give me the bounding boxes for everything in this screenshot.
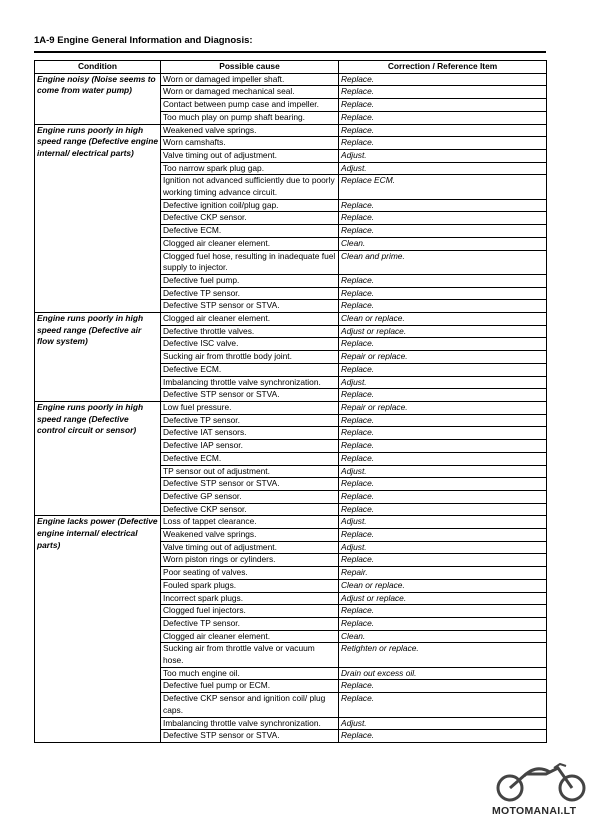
possible-cause-cell: Defective CKP sensor. bbox=[161, 503, 339, 516]
correction-cell: Replace. bbox=[339, 440, 547, 453]
condition-cell: Engine lacks power (Defective engine internal/ electrical parts) bbox=[35, 516, 161, 743]
correction-cell: Replace. bbox=[339, 730, 547, 743]
table-row bbox=[35, 124, 547, 137]
column-header-condition: Condition bbox=[35, 61, 161, 74]
correction-cell: Adjust or replace. bbox=[339, 592, 547, 605]
possible-cause-cell: Defective STP sensor or STVA. bbox=[161, 300, 339, 313]
correction-cell: Replace. bbox=[339, 478, 547, 491]
possible-cause-cell: Defective IAP sensor. bbox=[161, 440, 339, 453]
correction-cell: Adjust. bbox=[339, 376, 547, 389]
correction-cell: Replace. bbox=[339, 73, 547, 86]
table-row bbox=[35, 401, 547, 414]
correction-cell: Clean or replace. bbox=[339, 313, 547, 326]
table-row bbox=[35, 73, 547, 86]
possible-cause-cell: Worn camshafts. bbox=[161, 137, 339, 150]
possible-cause-cell: Defective GP sensor. bbox=[161, 490, 339, 503]
table-row bbox=[35, 516, 547, 529]
possible-cause-cell: Clogged air cleaner element. bbox=[161, 630, 339, 643]
possible-cause-cell: Valve timing out of adjustment. bbox=[161, 541, 339, 554]
possible-cause-cell: Poor seating of valves. bbox=[161, 567, 339, 580]
possible-cause-cell: Defective ISC valve. bbox=[161, 338, 339, 351]
condition-cell: Engine runs poorly in high speed range (Defective control circuit or sensor) bbox=[35, 401, 161, 515]
possible-cause-cell: Worn or damaged mechanical seal. bbox=[161, 86, 339, 99]
correction-cell: Replace. bbox=[339, 427, 547, 440]
page-header bbox=[34, 35, 546, 53]
correction-cell: Replace. bbox=[339, 124, 547, 137]
correction-cell: Adjust. bbox=[339, 149, 547, 162]
correction-cell: Replace. bbox=[339, 503, 547, 516]
correction-cell: Clean and prime. bbox=[339, 250, 547, 274]
possible-cause-cell: TP sensor out of adjustment. bbox=[161, 465, 339, 478]
correction-cell: Replace. bbox=[339, 693, 547, 717]
possible-cause-cell: Worn or damaged impeller shaft. bbox=[161, 73, 339, 86]
possible-cause-cell: Defective ignition coil/plug gap. bbox=[161, 199, 339, 212]
possible-cause-cell: Fouled spark plugs. bbox=[161, 579, 339, 592]
watermark-logo bbox=[488, 760, 594, 818]
correction-cell: Adjust or replace. bbox=[339, 325, 547, 338]
correction-cell: Adjust. bbox=[339, 541, 547, 554]
correction-cell: Retighten or replace. bbox=[339, 643, 547, 667]
correction-cell: Replace. bbox=[339, 300, 547, 313]
correction-cell: Replace. bbox=[339, 86, 547, 99]
motorcycle-icon bbox=[488, 760, 594, 804]
possible-cause-cell: Sucking air from throttle body joint. bbox=[161, 351, 339, 364]
correction-cell: Replace. bbox=[339, 554, 547, 567]
correction-cell: Replace ECM. bbox=[339, 175, 547, 199]
possible-cause-cell: Weakened valve springs. bbox=[161, 529, 339, 542]
possible-cause-cell: Defective ECM. bbox=[161, 225, 339, 238]
correction-cell: Drain out excess oil. bbox=[339, 667, 547, 680]
possible-cause-cell: Clogged fuel injectors. bbox=[161, 605, 339, 618]
table-row bbox=[35, 313, 547, 326]
correction-cell: Clean. bbox=[339, 630, 547, 643]
possible-cause-cell: Incorrect spark plugs. bbox=[161, 592, 339, 605]
correction-cell: Replace. bbox=[339, 287, 547, 300]
correction-cell: Repair. bbox=[339, 567, 547, 580]
possible-cause-cell: Defective TP sensor. bbox=[161, 414, 339, 427]
correction-cell: Replace. bbox=[339, 605, 547, 618]
correction-cell: Replace. bbox=[339, 225, 547, 238]
possible-cause-cell: Defective STP sensor or STVA. bbox=[161, 389, 339, 402]
correction-cell: Replace. bbox=[339, 617, 547, 630]
correction-cell: Replace. bbox=[339, 274, 547, 287]
correction-cell: Replace. bbox=[339, 212, 547, 225]
possible-cause-cell: Loss of tappet clearance. bbox=[161, 516, 339, 529]
correction-cell: Adjust. bbox=[339, 162, 547, 175]
correction-cell: Replace. bbox=[339, 452, 547, 465]
possible-cause-cell: Weakened valve springs. bbox=[161, 124, 339, 137]
possible-cause-cell: Clogged fuel hose, resulting in inadequate fuel supply to injector. bbox=[161, 250, 339, 274]
condition-cell: Engine runs poorly in high speed range (Defective engine internal/ electrical parts) bbox=[35, 124, 161, 313]
possible-cause-cell: Valve timing out of adjustment. bbox=[161, 149, 339, 162]
possible-cause-cell: Too narrow spark plug gap. bbox=[161, 162, 339, 175]
column-header-possible-cause: Possible cause bbox=[161, 61, 339, 74]
possible-cause-cell: Defective ECM. bbox=[161, 363, 339, 376]
possible-cause-cell: Sucking air from throttle valve or vacuum hose. bbox=[161, 643, 339, 667]
possible-cause-cell: Imbalancing throttle valve synchronization. bbox=[161, 376, 339, 389]
condition-cell: Engine runs poorly in high speed range (Defective air flow system) bbox=[35, 313, 161, 402]
possible-cause-cell: Low fuel pressure. bbox=[161, 401, 339, 414]
possible-cause-cell: Too much engine oil. bbox=[161, 667, 339, 680]
possible-cause-cell: Defective IAT sensors. bbox=[161, 427, 339, 440]
correction-cell: Replace. bbox=[339, 389, 547, 402]
correction-cell: Replace. bbox=[339, 199, 547, 212]
possible-cause-cell: Defective fuel pump. bbox=[161, 274, 339, 287]
possible-cause-cell: Defective TP sensor. bbox=[161, 617, 339, 630]
condition-cell: Engine noisy (Noise seems to come from water pump) bbox=[35, 73, 161, 124]
correction-cell: Replace. bbox=[339, 414, 547, 427]
correction-cell: Replace. bbox=[339, 529, 547, 542]
possible-cause-cell: Clogged air cleaner element. bbox=[161, 313, 339, 326]
possible-cause-cell: Defective STP sensor or STVA. bbox=[161, 478, 339, 491]
possible-cause-cell: Clogged air cleaner element. bbox=[161, 237, 339, 250]
correction-cell: Repair or replace. bbox=[339, 351, 547, 364]
correction-cell: Clean. bbox=[339, 237, 547, 250]
possible-cause-cell: Contact between pump case and impeller. bbox=[161, 99, 339, 112]
possible-cause-cell: Defective ECM. bbox=[161, 452, 339, 465]
correction-cell: Clean or replace. bbox=[339, 579, 547, 592]
page-title: 1A-9 Engine General Information and Diagnosis: bbox=[34, 35, 253, 46]
possible-cause-cell: Defective fuel pump or ECM. bbox=[161, 680, 339, 693]
possible-cause-cell: Too much play on pump shaft bearing. bbox=[161, 111, 339, 124]
correction-cell: Replace. bbox=[339, 338, 547, 351]
possible-cause-cell: Imbalancing throttle valve synchronization. bbox=[161, 717, 339, 730]
correction-cell: Replace. bbox=[339, 137, 547, 150]
possible-cause-cell: Ignition not advanced sufficiently due to poorly working timing advance circuit. bbox=[161, 175, 339, 199]
correction-cell: Replace. bbox=[339, 363, 547, 376]
possible-cause-cell: Defective TP sensor. bbox=[161, 287, 339, 300]
possible-cause-cell: Defective CKP sensor. bbox=[161, 212, 339, 225]
correction-cell: Replace. bbox=[339, 680, 547, 693]
table-header-row bbox=[35, 61, 547, 74]
header-rule bbox=[34, 51, 546, 53]
possible-cause-cell: Worn piston rings or cylinders. bbox=[161, 554, 339, 567]
possible-cause-cell: Defective CKP sensor and ignition coil/ plug caps. bbox=[161, 693, 339, 717]
column-header-correction: Correction / Reference Item bbox=[339, 61, 547, 74]
correction-cell: Adjust. bbox=[339, 516, 547, 529]
diagnosis-table bbox=[34, 60, 547, 743]
correction-cell: Replace. bbox=[339, 99, 547, 112]
correction-cell: Replace. bbox=[339, 111, 547, 124]
correction-cell: Repair or replace. bbox=[339, 401, 547, 414]
correction-cell: Adjust. bbox=[339, 717, 547, 730]
possible-cause-cell: Defective throttle valves. bbox=[161, 325, 339, 338]
possible-cause-cell: Defective STP sensor or STVA. bbox=[161, 730, 339, 743]
correction-cell: Adjust. bbox=[339, 465, 547, 478]
watermark-text: MOTOMANAI.LT bbox=[492, 805, 577, 817]
correction-cell: Replace. bbox=[339, 490, 547, 503]
